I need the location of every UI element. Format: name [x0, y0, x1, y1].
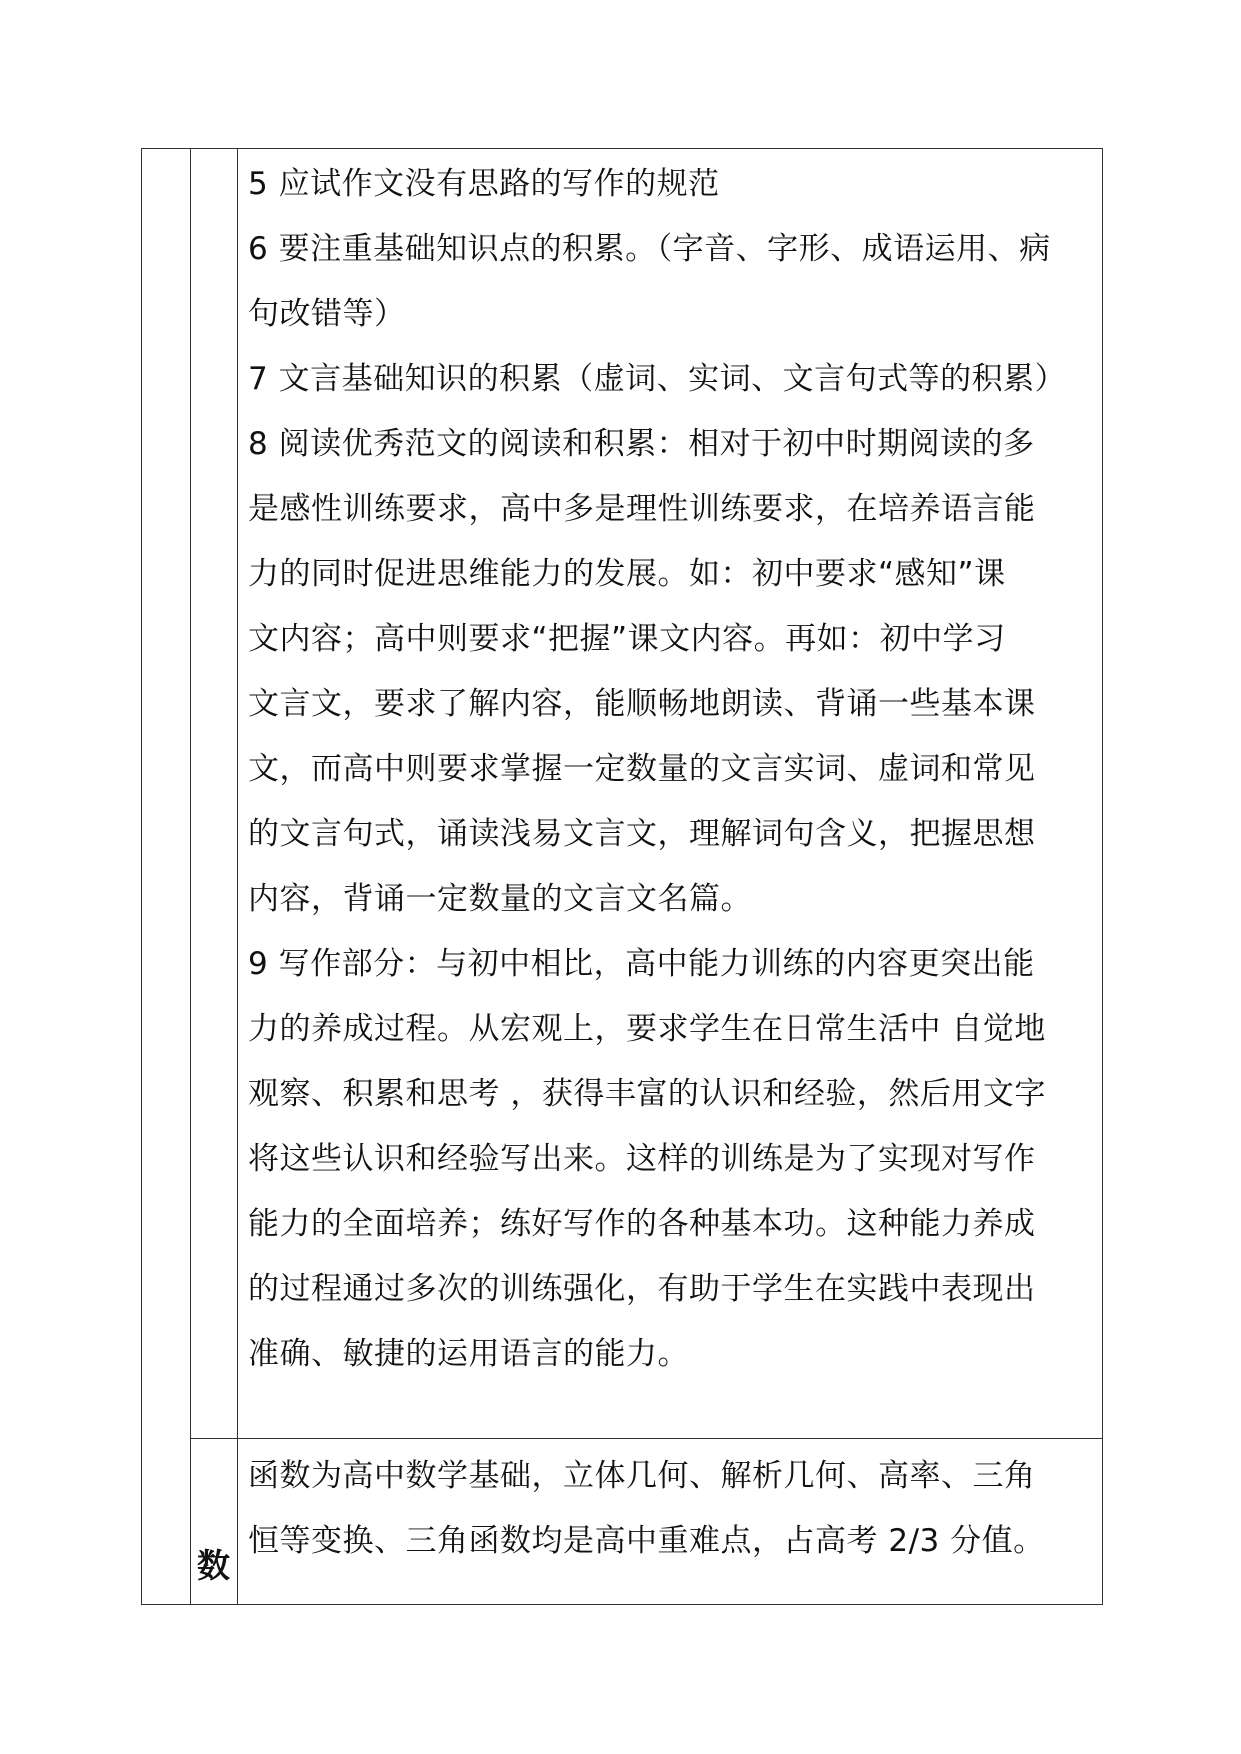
text-line: 力的养成过程。从宏观上，要求学生在日常生活中 自觉地	[248, 1011, 1046, 1047]
text-line: 是感性训练要求，高中多是理性训练要求，在培养语言能	[248, 491, 1036, 527]
math-subject-label: 数	[197, 1546, 230, 1585]
text-line: 观察、积累和思考 ，获得丰富的认识和经验，然后用文字	[248, 1076, 1046, 1112]
text-line: 函数为高中数学基础，立体几何、解析几何、高率、三角	[248, 1458, 1036, 1494]
table-column-divider-2	[237, 148, 238, 1605]
text-line: 的过程通过多次的训练强化，有助于学生在实践中表现出	[248, 1271, 1036, 1307]
text-line: 文言文，要求了解内容，能顺畅地朗读、背诵一些基本课	[248, 686, 1036, 722]
table-column-divider-1	[190, 148, 191, 1605]
text-line: 9 写作部分：与初中相比，高中能力训练的内容更突出能	[248, 946, 1035, 982]
text-line: 7 文言基础知识的积累（虚词、实词、文言句式等的积累）	[248, 361, 1067, 397]
text-line: 内容，背诵一定数量的文言文名篇。	[248, 881, 752, 917]
text-line: 恒等变换、三角函数均是高中重难点，占高考 2/3 分值。	[248, 1523, 1045, 1559]
text-line: 文内容；高中则要求“把握”课文内容。再如：初中学习	[248, 621, 1006, 657]
table-row-divider	[190, 1438, 1103, 1439]
text-line: 5 应试作文没有思路的写作的规范	[248, 166, 720, 202]
text-line: 的文言句式，诵读浅易文言文，理解词句含义，把握思想	[248, 816, 1036, 852]
text-line: 文，而高中则要求掌握一定数量的文言实词、虚词和常见	[248, 751, 1036, 787]
text-line: 力的同时促进思维能力的发展。如：初中要求“感知”课	[248, 556, 1006, 592]
text-line: 将这些认识和经验写出来。这样的训练是为了实现对写作	[248, 1141, 1036, 1177]
text-line: 准确、敏捷的运用语言的能力。	[248, 1336, 689, 1372]
text-line: 6 要注重基础知识点的积累。（字音、字形、成语运用、病	[248, 231, 1051, 267]
text-line: 能力的全面培养；练好写作的各种基本功。这种能力养成	[248, 1206, 1036, 1242]
math-content-cell	[248, 1444, 1098, 1574]
chinese-content-cell	[248, 152, 1098, 1387]
text-line: 8 阅读优秀范文的阅读和积累：相对于初中时期阅读的多	[248, 426, 1035, 462]
text-line: 句改错等）	[248, 296, 406, 332]
